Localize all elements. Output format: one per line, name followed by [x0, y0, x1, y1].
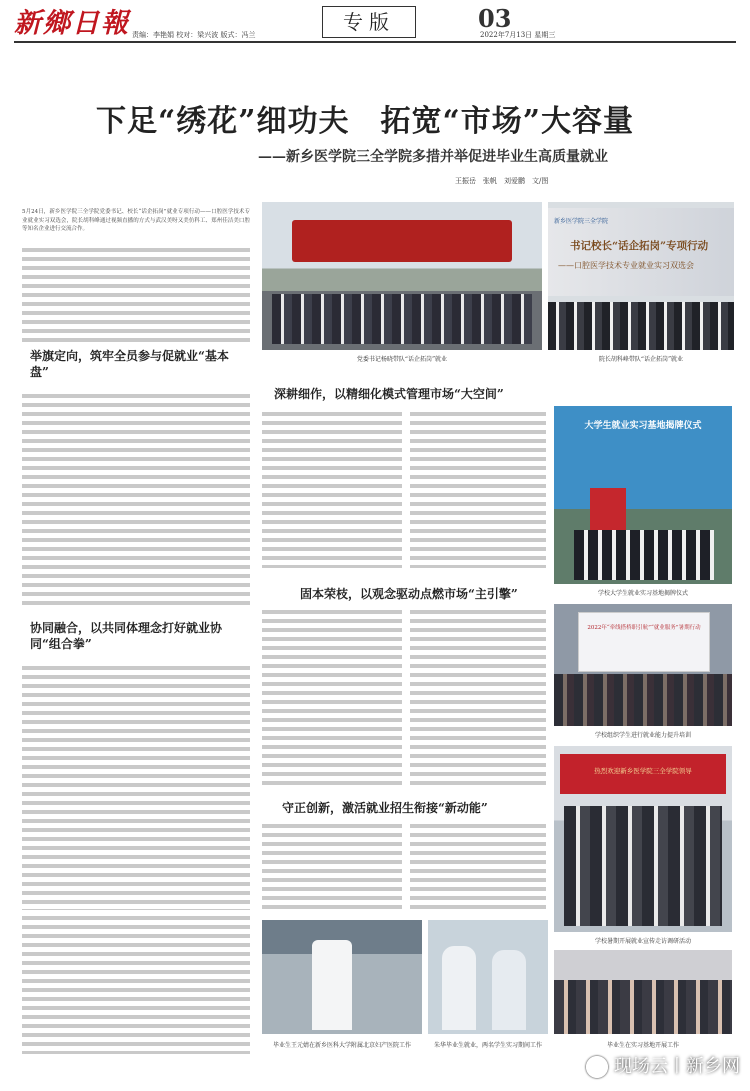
- caption-8: 毕业生在实习基地开展工作: [606, 1042, 679, 1049]
- page-number: 03: [478, 4, 512, 33]
- article-byline: 王振岳 张帆 刘爱鹏 文/图: [455, 177, 549, 185]
- audience: [548, 302, 734, 350]
- banner-title: 书记校长“话企拓岗”专项行动: [570, 240, 709, 252]
- photo-crowd: [554, 950, 732, 1034]
- section-heading-2: 协同融合，以共同体理念打好就业协同“组合拳”: [30, 621, 223, 651]
- caption-7: 朱华毕业生就业，两名学生实习期间工作: [433, 1042, 542, 1049]
- banner-subtitle: ——口腔医学技术专业就业实习双选会: [558, 261, 694, 270]
- section-3-text-a: [262, 410, 402, 568]
- section-2-text: [22, 664, 250, 910]
- crowd: [554, 980, 732, 1034]
- section-5-text-b: [410, 822, 546, 912]
- ceremony-people: [574, 530, 714, 580]
- photo-training: [554, 604, 732, 726]
- welcome-banner: [560, 754, 726, 794]
- lead-text-block: [22, 246, 250, 342]
- caption-1: 党委书记杨晓带队“话企拓岗”就业: [356, 356, 448, 363]
- white-coat: [312, 940, 352, 1030]
- banner: [292, 220, 512, 262]
- banner-school: 新乡医学院三全学院: [554, 218, 609, 225]
- section-heading-1: 举旗定向，筑牢全员参与促就业“基本盘”: [30, 349, 229, 379]
- photo-ceremony: [554, 406, 732, 584]
- newspaper-logo: 新鄉日報: [14, 8, 130, 39]
- visit-people: [564, 806, 722, 926]
- section-4-text-b: [410, 608, 546, 788]
- section-label: 专版: [322, 6, 416, 38]
- section-1-text: [22, 392, 250, 610]
- watermark: [586, 1052, 740, 1078]
- protective-suit-1: [442, 946, 476, 1030]
- caption-3: 学校大学生就业实习基地揭牌仪式: [597, 590, 688, 597]
- photo-hospital: [262, 920, 422, 1034]
- left-bottom-text: [22, 914, 250, 1054]
- ceremony-banner: 大学生就业实习基地揭牌仪式: [584, 421, 702, 431]
- protective-suit-2: [492, 950, 526, 1030]
- photo-seminar: [548, 202, 734, 350]
- section-heading-5: 守正创新，激活就业招生衔接“新动能”: [282, 801, 488, 815]
- lead-paragraph: 5月24日，新乡医学院三全学院党委书记、校长“话企拓岗”就业专项行动——口腔医学技术专业就业实习双选会，院长胡科峰通过视频直播的方式与武汉美呀又美仿科工、郑州佳洁美口腔等知名企业进行交流合作。: [22, 209, 250, 233]
- photo-lab: [428, 920, 548, 1034]
- screen-text: 2022年“牵线搭桥职引航”“就业服务”暑期行动: [587, 625, 701, 631]
- section-heading-4: 固本荣枝，以观念驱动点燃市场“主引擎”: [300, 587, 518, 601]
- page-header: [0, 0, 750, 40]
- people-row: [272, 294, 532, 344]
- section-5-text-a: [262, 822, 402, 912]
- caption-5: 学校暑期开展就业宣传走访调研活动: [594, 938, 691, 945]
- date-line: 2022年7月13日 星期三: [480, 31, 556, 39]
- header-rule: [14, 41, 736, 43]
- section-4-text-a: [262, 608, 402, 788]
- article-subtitle: ——新乡医学院三全学院多措并举促进毕业生高质量就业: [258, 149, 608, 165]
- article-title: 下足“绣花”细功夫 拓宽“市场”大容量: [96, 104, 635, 139]
- camera-icon: [586, 1056, 608, 1078]
- group-photo-party-secretary: [262, 202, 542, 350]
- event-banner: [548, 208, 734, 296]
- trainees: [554, 674, 732, 726]
- editor-credits: 责编：李艳娟 校对：梁兴波 版式：冯兰: [132, 31, 256, 39]
- screen: [578, 612, 710, 672]
- photo-visit: [554, 746, 732, 932]
- welcome-text: 热烈欢迎新乡医学院三全学院领导: [594, 767, 692, 775]
- plaque: [590, 488, 626, 536]
- watermark-text: 现场云丨新乡网: [614, 1056, 740, 1077]
- section-heading-3: 深耕细作，以精细化模式管理市场“大空间”: [274, 387, 504, 401]
- caption-2: 院长胡科峰带队“话企拓岗”就业: [598, 356, 684, 363]
- caption-6: 毕业生王元婧在新乡医科大学附属北京妇产医院工作: [272, 1042, 411, 1049]
- caption-4: 学校组织学生进行就业能力提升培训: [594, 732, 691, 739]
- section-3-text-b: [410, 410, 546, 568]
